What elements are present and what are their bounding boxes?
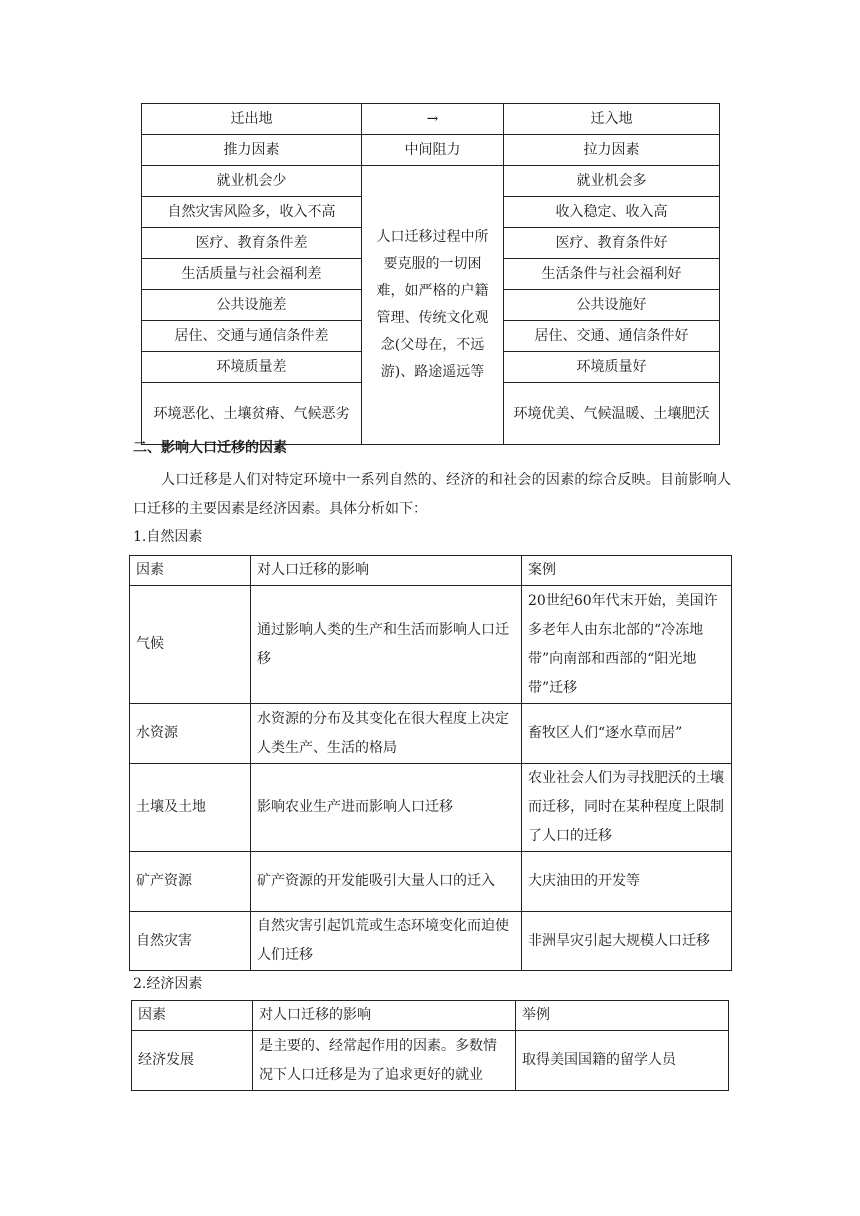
- header-effect: 对人口迁移的影响: [253, 1001, 516, 1031]
- push-factor: 环境质量差: [142, 352, 362, 383]
- subsection-heading-natural: 1.自然因素: [133, 529, 203, 545]
- push-pull-table: [141, 103, 720, 445]
- table-row: [132, 1001, 729, 1031]
- header-pull: 拉力因素: [504, 135, 720, 166]
- header-origin: 迁出地: [142, 104, 362, 135]
- arrow-icon: →: [362, 104, 504, 135]
- effect-cell: 通过影响人类的生产和生活而影响人口迁移: [251, 586, 522, 704]
- pull-factor: 收入稳定、收入高: [504, 197, 720, 228]
- push-factor: 就业机会少: [142, 166, 362, 197]
- effect-cell: 水资源的分布及其变化在很大程度上决定人类生产、生活的格局: [251, 704, 522, 764]
- table-row: [130, 764, 732, 852]
- header-push: 推力因素: [142, 135, 362, 166]
- example-cell: 农业社会人们为寻找肥沃的土壤而迁移，同时在某种程度上限制了人口的迁移: [522, 764, 732, 852]
- table-row: [130, 704, 732, 764]
- example-cell: 取得美国国籍的留学人员: [516, 1031, 729, 1091]
- pull-factor: 医疗、教育条件好: [504, 228, 720, 259]
- table-row: [142, 104, 720, 135]
- factor-cell: 矿产资源: [130, 852, 251, 912]
- push-factor: 居住、交通与通信条件差: [142, 321, 362, 352]
- table-row: [130, 586, 732, 704]
- pull-factor: 生活条件与社会福利好: [504, 259, 720, 290]
- table-row: [130, 556, 732, 586]
- subsection-heading-economic: 2.经济因素: [133, 976, 203, 992]
- push-factor: 医疗、教育条件差: [142, 228, 362, 259]
- push-factor: 公共设施差: [142, 290, 362, 321]
- header-obstacle: 中间阻力: [362, 135, 504, 166]
- effect-cell: 矿产资源的开发能吸引大量人口的迁入: [251, 852, 522, 912]
- economic-factors-table: [131, 1000, 729, 1091]
- natural-factors-table: [129, 555, 732, 971]
- example-cell: 非洲旱灾引起大规模人口迁移: [522, 912, 732, 971]
- pull-factor: 公共设施好: [504, 290, 720, 321]
- effect-cell: 影响农业生产进而影响人口迁移: [251, 764, 522, 852]
- factor-cell: 经济发展: [132, 1031, 253, 1091]
- table-row: [142, 135, 720, 166]
- effect-cell: 是主要的、经常起作用的因素。多数情况下人口迁移是为了追求更好的就业: [253, 1031, 516, 1091]
- pull-factor: 就业机会多: [504, 166, 720, 197]
- intro-paragraph: 人口迁移是人们对特定环境中一系列自然的、经济的和社会的因素的综合反映。目前影响人口迁移的主要因素是经济因素。具体分析如下：: [133, 472, 731, 517]
- factor-cell: 土壤及土地: [130, 764, 251, 852]
- header-factor: 因素: [132, 1001, 253, 1031]
- header-example: 案例: [522, 556, 732, 586]
- header-factor: 因素: [130, 556, 251, 586]
- table-row: [130, 912, 732, 971]
- example-cell: 大庆油田的开发等: [522, 852, 732, 912]
- table-row: [132, 1031, 729, 1091]
- pull-factor: 居住、交通、通信条件好: [504, 321, 720, 352]
- push-factor: 自然灾害风险多，收入不高: [142, 197, 362, 228]
- push-factor: 环境恶化、土壤贫瘠、气候恶劣: [142, 383, 362, 445]
- factor-cell: 气候: [130, 586, 251, 704]
- header-destination: 迁入地: [504, 104, 720, 135]
- pull-factor: 环境优美、气候温暖、土壤肥沃: [504, 383, 720, 445]
- header-example: 举例: [516, 1001, 729, 1031]
- intervening-obstacles: 人口迁移过程中所要克服的一切困难，如严格的户籍管理、传统文化观念(父母在，不远游)、路途遥远等: [362, 166, 504, 445]
- effect-cell: 自然灾害引起饥荒或生态环境变化而迫使人们迁移: [251, 912, 522, 971]
- factor-cell: 自然灾害: [130, 912, 251, 971]
- section-heading: 二、影响人口迁移的因素: [133, 440, 287, 456]
- header-effect: 对人口迁移的影响: [251, 556, 522, 586]
- table-row: [130, 852, 732, 912]
- push-factor: 生活质量与社会福利差: [142, 259, 362, 290]
- table-row: [142, 166, 720, 197]
- pull-factor: 环境质量好: [504, 352, 720, 383]
- example-cell: 20世纪60年代末开始，美国许多老年人由东北部的“冷冻地带”向南部和西部的“阳光地带”迁移: [522, 586, 732, 704]
- example-cell: 畜牧区人们“逐水草而居”: [522, 704, 732, 764]
- factor-cell: 水资源: [130, 704, 251, 764]
